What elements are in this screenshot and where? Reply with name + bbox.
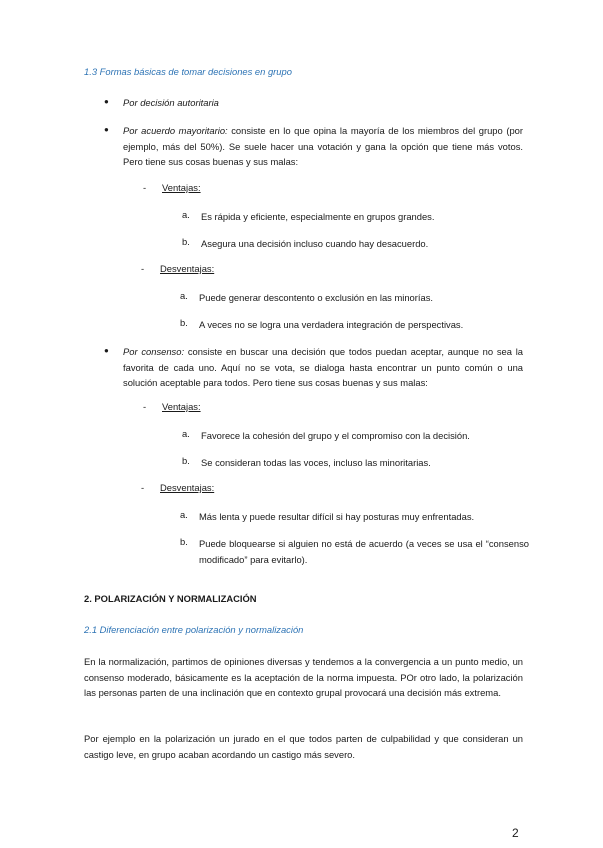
desventajas-label: Desventajas: (160, 482, 215, 493)
dash-icon: - (141, 263, 145, 274)
bullet-icon: ● (104, 346, 109, 355)
list-item: Puede generar descontento o exclusión en las minorías. (199, 292, 433, 303)
section-heading-2: 2. POLARIZACIÓN Y NORMALIZACIÓN (84, 593, 257, 604)
list-item: Favorece la cohesión del grupo y el compromiso con la decisión. (201, 430, 470, 441)
list-item: Puede bloquearse si alguien no está de acuerdo (a veces se usa el “consenso modificado” para evitarlo). (199, 538, 529, 565)
list-letter: b. (180, 536, 188, 547)
bullet-icon: ● (104, 125, 109, 134)
list-item: Más lenta y puede resultar difícil si hay posturas muy enfrentadas. (199, 511, 475, 522)
bullet-lead: Por acuerdo mayoritario: (123, 125, 228, 136)
dash-icon: - (143, 401, 147, 412)
section-heading-2-1: 2.1 Diferenciación entre polarización y normalización (84, 624, 304, 635)
list-item: Es rápida y eficiente, especialmente en grupos grandes. (201, 211, 435, 222)
section-heading-1-3: 1.3 Formas básicas de tomar decisiones en grupo (84, 66, 292, 77)
bullet-body: consiste en buscar una decisión que todos puedan aceptar, aunque no sea la favorita de cada uno. Aquí no se vota, se dialoga hasta encontrar un punto común o una solución aceptable para todos. Pero tiene sus cosas buenas y sus malas: (123, 346, 524, 388)
bullet-consenso (123, 344, 523, 391)
list-item: Asegura una decisión incluso cuando hay desacuerdo. (201, 238, 429, 249)
bullet-mayoritario (123, 123, 523, 170)
list-item: A veces no se logra una verdadera integración de perspectivas. (199, 319, 464, 330)
list-letter: b. (182, 236, 190, 247)
bullet-autoritaria (123, 95, 523, 111)
bullet-body: consiste en lo que opina la mayoría de los miembros del grupo (por ejemplo, más del 50%). Se suele hacer una votación y gana la opción que tiene más votos. Pero tiene sus cosas buenas y sus malas: (123, 125, 523, 167)
list-letter: b. (180, 317, 188, 328)
list-letter: a. (182, 209, 190, 220)
desventajas-label: Desventajas: (160, 263, 215, 274)
list-item: Se consideran todas las voces, incluso las minoritarias. (201, 457, 431, 468)
bullet-lead: Por decisión autoritaria (123, 97, 219, 108)
list-letter: b. (182, 455, 190, 466)
bullet-lead: Por consenso: (123, 346, 185, 357)
dash-icon: - (143, 182, 147, 193)
dash-icon: - (141, 482, 145, 493)
paragraph-normalizacion: En la normalización, partimos de opiniones diversas y tendemos a la convergencia a un punto medio, un consenso moderado, básicamente es la aceptación de la norma impuesta. POr otro lado, la polarización las personas parten de una inclinación que en contexto grupal provocará una decisión más extrema. (84, 656, 523, 698)
list-letter: a. (180, 290, 188, 301)
list-letter: a. (180, 509, 188, 520)
paragraph-ejemplo: Por ejemplo en la polarización un jurado en el que todos parten de culpabilidad y que consideran un castigo leve, en grupo acaban acordando un castigo más severo. (84, 733, 523, 760)
list-letter: a. (182, 428, 190, 439)
ventajas-label: Ventajas: (162, 182, 201, 193)
page-number: 2 (512, 826, 519, 840)
ventajas-label: Ventajas: (162, 401, 201, 412)
bullet-icon: ● (104, 97, 109, 106)
